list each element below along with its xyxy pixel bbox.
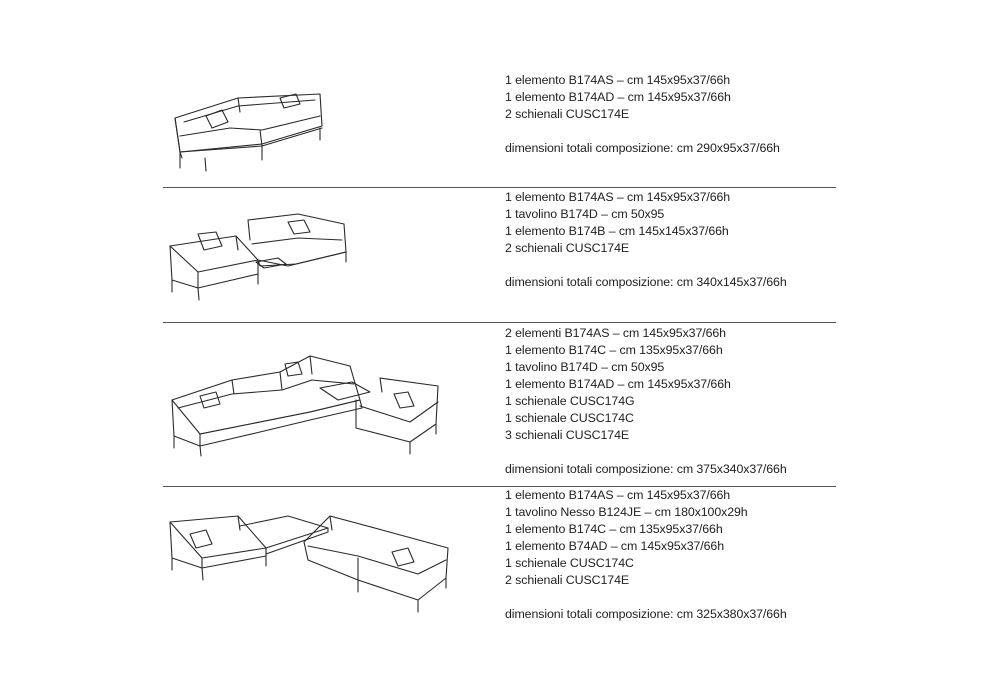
divider-line <box>163 322 836 323</box>
sofa-drawing-4 <box>168 508 458 618</box>
divider-line <box>163 187 836 188</box>
component-line: 1 elemento B74AD – cm 145x95x37/66h <box>505 539 724 553</box>
total-dimensions: dimensioni totali composizione: cm 375x340x37/66h <box>505 462 787 476</box>
component-line: 1 elemento B174C – cm 135x95x37/66h <box>505 522 723 536</box>
component-line: 1 elemento B174AS – cm 145x95x37/66h <box>505 488 731 502</box>
component-line: 1 elemento B174C – cm 135x95x37/66h <box>505 343 723 357</box>
component-line: 1 tavolino B174D – cm 50x95 <box>505 207 665 221</box>
composition-2-specs <box>505 189 845 291</box>
component-line: 2 schienali CUSC174E <box>505 241 630 255</box>
sofa-drawing-1 <box>170 86 330 176</box>
component-line: 1 elemento B174B – cm 145x145x37/66h <box>505 224 729 238</box>
composition-1-specs <box>505 72 845 157</box>
component-line: 1 elemento B174AD – cm 145x95x37/66h <box>505 377 731 391</box>
component-line: 2 schienali CUSC174E <box>505 107 630 121</box>
component-line: 2 elementi B174AS – cm 145x95x37/66h <box>505 326 726 340</box>
component-line: 3 schienali CUSC174E <box>505 428 630 442</box>
total-dimensions: dimensioni totali composizione: cm 340x145x37/66h <box>505 275 787 289</box>
component-line: 1 schienale CUSC174C <box>505 556 634 570</box>
sofa-drawing-3 <box>170 350 450 460</box>
component-line: 1 schienale CUSC174G <box>505 394 635 408</box>
composition-4-specs <box>505 487 845 623</box>
composition-3-specs <box>505 325 845 478</box>
component-line: 1 elemento B174AS – cm 145x95x37/66h <box>505 190 731 204</box>
component-line: 1 elemento B174AD – cm 145x95x37/66h <box>505 90 731 104</box>
sofa-drawing-2 <box>168 210 358 305</box>
component-line: 1 schienale CUSC174C <box>505 411 634 425</box>
component-line: 1 tavolino Nesso B124JE – cm 180x100x29h <box>505 505 748 519</box>
component-line: 2 schienali CUSC174E <box>505 573 630 587</box>
component-line: 1 elemento B174AS – cm 145x95x37/66h <box>505 73 731 87</box>
component-line: 1 tavolino B174D – cm 50x95 <box>505 360 665 374</box>
total-dimensions: dimensioni totali composizione: cm 325x380x37/66h <box>505 607 787 621</box>
total-dimensions: dimensioni totali composizione: cm 290x95x37/66h <box>505 141 780 155</box>
